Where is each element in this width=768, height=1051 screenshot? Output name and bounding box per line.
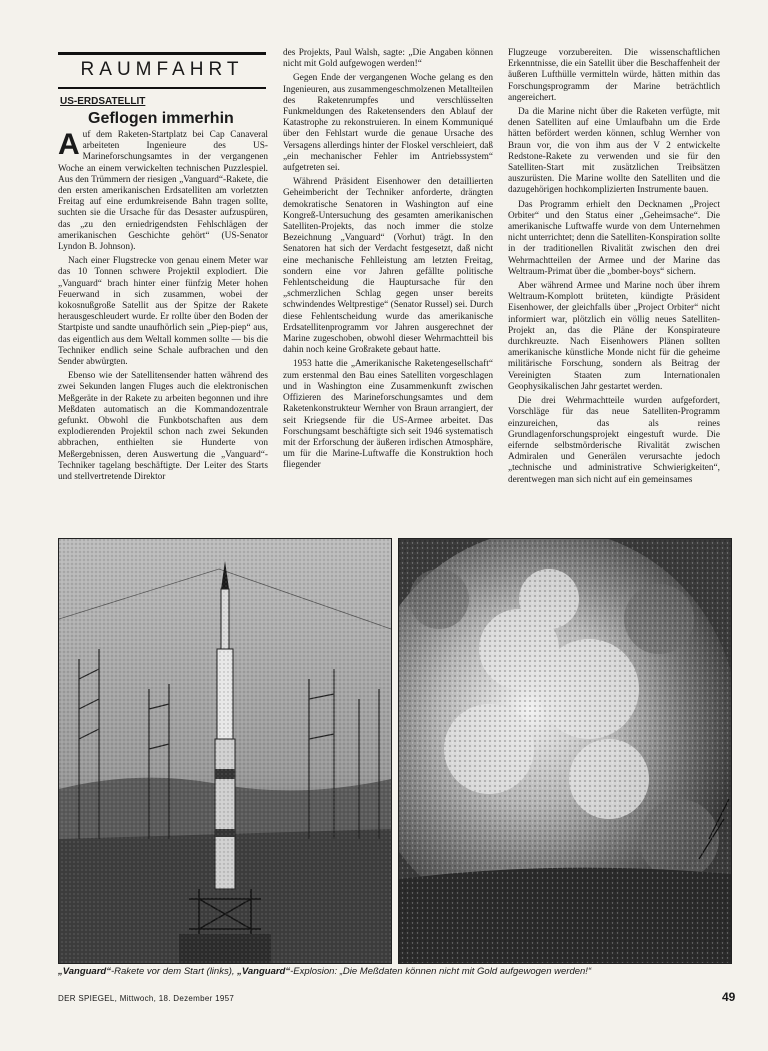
rocket-explosion-image [399, 539, 731, 963]
article-paragraph: des Projekts, Paul Walsh, sagte: „Die Angaben können nicht mit Gold aufgewogen werden!“ [283, 48, 493, 70]
rubric-label: US-ERDSATELLIT [60, 96, 146, 107]
caption-emphasis: „Vanguard“ [237, 966, 291, 977]
article-paragraph: Die drei Wehrmachtteile wurden aufgefordert, Vorschläge für das neue Satelliten-Programm einzureichen, das als reines Grundlagenforschungsprojekt eingestuft wurde. Die eifernde selbstmörderische Rivalität zwischen Admiralen und Generälen verursachte jedoch „technische und administrative Schwierigkeiten“, derentwegen man sich nicht auf ein gemeinsames [508, 396, 720, 485]
article-paragraph: Das Programm erhielt den Decknamen „Project Orbiter“ und den Status einer „Geheimsache“. Die amerikanische Luftwaffe wurde von dem Unternehmen nicht unterrichtet; denn die Satelliten-Konspiration sollte in der traditionellen Rivalität zwischen den drei Wehrmachtteilen der Armee und der Marine das Weltraum-Primat über die „bomber-boys“ sichern. [508, 199, 720, 277]
article-column-2 [283, 48, 493, 525]
caption-text: -Rakete vor dem Start (links), [110, 966, 238, 977]
article-column-1 [58, 130, 268, 525]
page-number: 49 [722, 990, 736, 1004]
rocket-launchpad-photo [58, 538, 392, 964]
article-paragraph: Aber während Armee und Marine noch über ihrem Weltraum-Komplott brüteten, kündigte Präsident Eisenhower, der gleichfalls über „Project Orbiter“ nicht informiert war, plötzlich ein völlig neues Satelliten-Projekt an, das die Pläne der Konspirateure durchkreuzte. Nach Eisenhowers Plänen sollten amerikanische künstliche Monde nicht für die geheime militärische Forschung, sondern als Beitrag der Vereinigten Staaten zum Internationalen Geophysikalischen Jahr gestartet werden. [508, 281, 720, 392]
rocket-launchpad-image [59, 539, 391, 963]
article-paragraph: Während Präsident Eisenhower den detaillierten Geheimbericht der Techniker anforderte, drängten demokratische Senatoren in Washington auf eine Kongreß-Untersuchung des gesamten amerikanischen Satelliten-Projekts, das noch immer die stolze Bezeichnung „Vanguard“ (Vorhut) trägt. In den Senatoren hat sich der Verdacht festgesetzt, daß nicht eine mechanische Fehlleistung am letzten Freitag, sondern eine vor Jahren gefällte politische Fehlentscheidung die Hauptursache für den „schmerzlichen Schlag gegen unser bereits schwindendes Weltprestige“ (Senator Russel) sei. Durch diese Fehlentscheidung wurde das amerikanische Erdsatellitenprogramm vor Jahren ausgerechnet der Marine zugeschoben, obwohl dieser Wehrmachtteil bis dahin noch keine Großrakete gebaut hatte. [283, 177, 493, 356]
article-paragraph: Flugzeuge vorzubereiten. Die wissenschaftlichen Erkenntnisse, die ein Satellit über die Beschaffenheit der äußeren Lufthülle vermitteln würde, hätten mithin das Forschungsprogramm der Marine beträchtlich angereichert. [508, 48, 720, 103]
article-paragraph: Nach einer Flugstrecke von genau einem Meter war das 10 Tonnen schwere Projektil explodiert. Die „Vanguard“ brach hinter einer fünfzig Meter hohen Feuerwand in sich zusammen, wobei der kokosnußgroße Satellit aus der Spitze der Rakete herausgeschleudert wurde. Er rollte über den Boden der Startpiste und sandte unaufhörlich sein „Piep-piep“ aus, das eigentlich aus dem Weltall kommen sollte — bis die Techniker endlich seine Schale aufbrachen und den Sender abwürgten. [58, 256, 268, 368]
article-paragraph: 1953 hatte die „Amerikanische Raketengesellschaft“ zum erstenmal den Bau eines Satelliten vorgeschlagen und in Washington eine Zusammenkunft zwischen Offizieren des Marineforschungsamtes und dem Raketenkonstrukteur Wernher von Braun arrangiert, der seit Kriegsende für die US-Armee arbeitet. Das Forschungsamt beschäftigte sich seit 1946 systematisch mit der Erforschung der äußeren irdischen Atmosphäre, um für die Marine-Luftwaffe die Konstruktion hoch fliegender [283, 359, 493, 471]
dropcap: A [58, 130, 80, 161]
caption-emphasis: „Vanguard“ [58, 966, 111, 977]
article-paragraph: Ebenso wie der Satellitensender hatten während des zwei Sekunden langen Fluges auch die elektronischen Meßgeräte in der Rakete zu arbeiten begonnen und ihre Meßdaten automatisch an die Kommandozentrale gefunkt. Obwohl die Funkbotschaften aus dem explodierenden Projektil schon nach zwei Sekunden abbrachen, enthielten sie Hunderte von Meßergebnissen, deren Auswertung die „Vanguard“-Techniker tagelang beschäftigte. Der Leiter des Starts und stellvertretende Direktor [58, 371, 268, 483]
article-column-3 [508, 48, 720, 525]
paragraph-text: uf dem Raketen-Startplatz bei Cap Canaveral arbeiteten Ingenieure des US-Marineforschungsamtes in der vergangenen Woche an einem verwickelten technischen Puzzlespiel. Aus den Trümmern der riesigen „Vanguard“-Rakete, die den ersten amerikanischen Erdsatelliten am vorletzten Freitag auf eine erdumkreisende Bahn tragen sollte, suchten sie die Ursache für das Desaster aufzuspüren, das „zu den erniedrigendsten Fehlschlägen der amerikanischen Geschichte gehört“ (US-Senator Lyndon B. Johnson). [58, 130, 268, 253]
caption-text: -Explosion: „Die Meßdaten können nicht mit Gold aufgewogen werden!“ [290, 966, 592, 977]
photo-caption [58, 966, 730, 977]
section-title: RAUMFAHRT [58, 52, 266, 89]
article-paragraph: Da die Marine nicht über die Raketen verfügte, mit denen Satelliten auf eine Umlaufbahn um die Erde hätten befördert werden können, schlug Wernher von Braun vor, die von ihm aus der V 2 entwickelte Redstone-Rakete zu verwenden und sie für den Satelliten-Start mit zusätzlichen Treibsätzen auszurüsten. Die Marine wollte den Satelliten und die dazugehörigen hochkomplizierten Instrumente bauen. [508, 107, 720, 196]
page-footer: DER SPIEGEL, Mittwoch, 18. Dezember 1957 [58, 994, 235, 1003]
rocket-explosion-photo [398, 538, 732, 964]
article-paragraph: Gegen Ende der vergangenen Woche gelang es den Ingenieuren, aus zusammengeschmolzenen Metallteilen des Raketenrumpfes und verschlüsselten Funkmeldungen des Raketensenders den Ablauf der Katastrophe zu rekonstruieren. In einem Kommuniqué über den Fehlstart wurde die genaue Ursache des Versagens allerdings hinter der Floskel verschleiert, daß „ein mechanischer Fehler im Antriebssystem“ aufgetreten sei. [283, 73, 493, 174]
article-paragraph [58, 130, 268, 253]
article-headline: Geflogen immerhin [88, 110, 234, 127]
